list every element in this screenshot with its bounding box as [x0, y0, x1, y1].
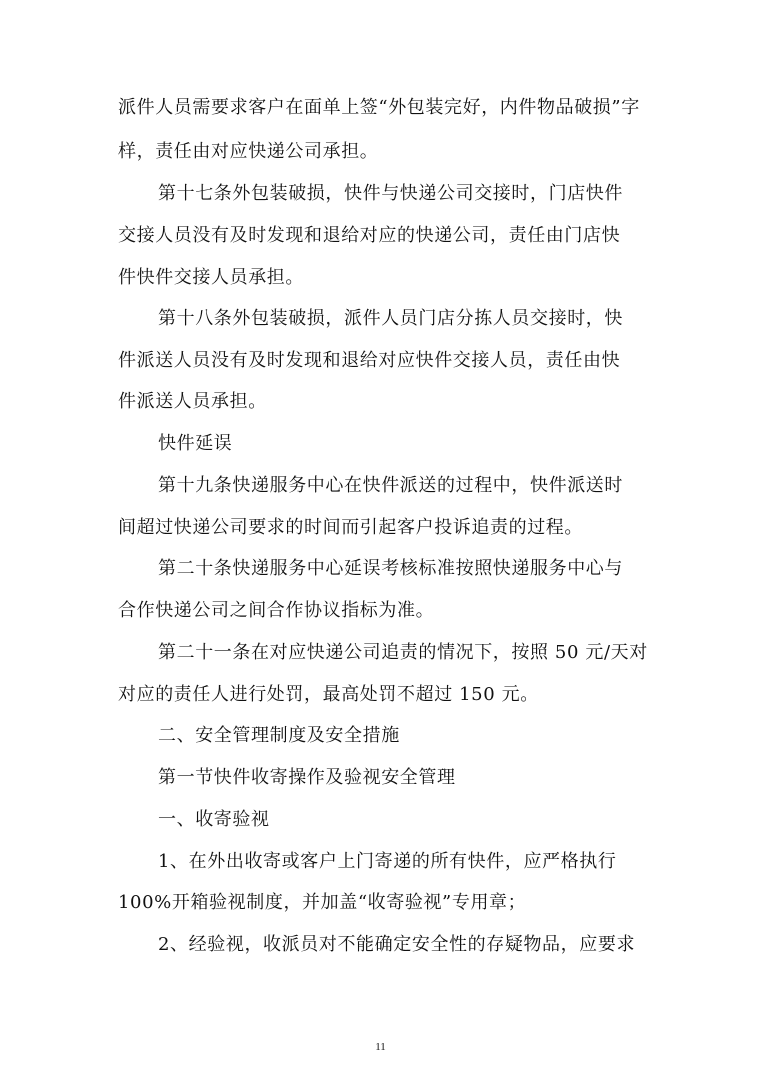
section-heading: 快件延误 [158, 433, 233, 454]
text-line: 合作快递公司之间合作协议指标为准。 [118, 600, 435, 621]
text-line: 派件人员需要求客户在面单上签“外包装完好，内件物品破损”字 [118, 97, 640, 118]
text-line: 100%开箱验视制度，并加盖“收寄验视”专用章； [118, 892, 527, 913]
text-line: 第十七条外包装破损，快件与快递公司交接时，门店快件 [158, 183, 623, 204]
text-line: 1、在外出收寄或客户上门寄递的所有快件，应严格执行 [158, 851, 617, 872]
section-heading: 第一节快件收寄操作及验视安全管理 [158, 767, 456, 788]
text-line: 件派送人员没有及时发现和退给对应快件交接人员，责任由快 [118, 350, 621, 371]
page-number: 11 [375, 1041, 386, 1053]
text-line: 件快件交接人员承担。 [118, 267, 304, 288]
text-line: 交接人员没有及时发现和退给对应的快递公司，责任由门店快 [118, 225, 621, 246]
text-line: 第十九条快递服务中心在快件派送的过程中，快件派送时 [158, 475, 623, 496]
text-line: 第二十一条在对应快递公司追责的情况下，按照 50 元/天对 [158, 642, 648, 663]
text-line: 间超过快递公司要求的时间而引起客户投诉追责的过程。 [118, 517, 583, 538]
text-line: 2、经验视，收派员对不能确定安全性的存疑物品，应要求 [158, 934, 636, 955]
text-line: 件派送人员承担。 [118, 391, 267, 412]
text-line: 样，责任由对应快递公司承担。 [118, 141, 379, 162]
text-line: 第十八条外包装破损，派件人员门店分拣人员交接时，快 [158, 308, 623, 329]
text-line: 对应的责任人进行处罚，最高处罚不超过 150 元。 [118, 684, 539, 705]
text-line: 第二十条快递服务中心延误考核标准按照快递服务中心与 [158, 558, 623, 579]
section-heading: 二、安全管理制度及安全措施 [158, 725, 400, 746]
section-heading: 一、收寄验视 [158, 809, 270, 830]
